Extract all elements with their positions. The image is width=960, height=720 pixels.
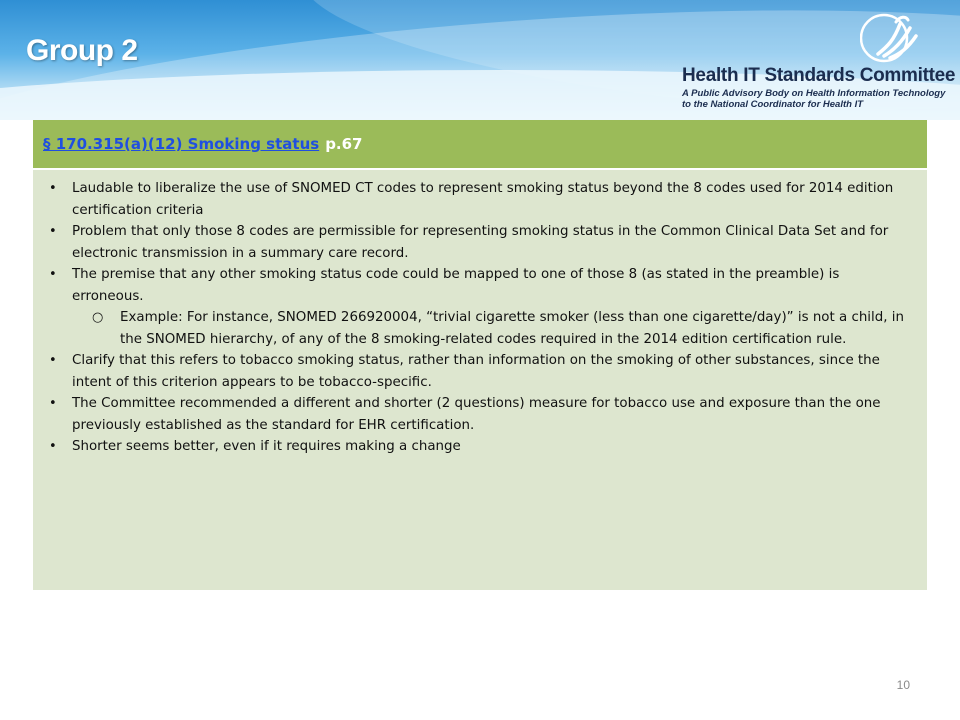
sub-bullet-text: Example: For instance, SNOMED 266920004, “trivial cigarette smoker (less than one cigarette/day)” is not a child, in the SNOMED hierarchy, of any of the 8 smoking-related codes required in the 2014 edition certification rule.: [120, 310, 904, 347]
regulation-link[interactable]: § 170.315(a)(12) Smoking status: [43, 135, 320, 153]
list-item: [33, 178, 913, 221]
bullet-text: Laudable to liberalize the use of SNOMED CT codes to represent smoking status beyond the 8 codes used for 2014 edition certification criteria: [72, 181, 894, 218]
bullet-icon: •: [49, 224, 57, 239]
slide-title: Group 2: [26, 34, 138, 67]
sub-bullet-list: [72, 307, 913, 350]
comments-box: [33, 170, 927, 590]
bullet-text: Clarify that this refers to tobacco smoking status, rather than information on the smoking of other substances, since the intent of this criterion appears to be tobacco-specific.: [72, 353, 880, 390]
bullet-icon: •: [49, 353, 57, 368]
bullet-icon: •: [49, 439, 57, 454]
bullet-text: The premise that any other smoking status code could be mapped to one of those 8 (as stated in the preamble) is erroneous.: [72, 267, 840, 304]
list-item: [33, 350, 913, 393]
list-item: [33, 436, 913, 458]
bullet-list: [33, 178, 913, 458]
committee-subtitle: [682, 88, 952, 110]
committee-subtitle-line: A Public Advisory Body on Health Information Technology: [682, 88, 946, 99]
bullet-icon: •: [49, 267, 57, 282]
bullet-text: Shorter seems better, even if it requires making a change: [72, 439, 461, 454]
sub-list-item: [72, 307, 913, 350]
page-number: 10: [896, 678, 910, 692]
bullet-text: The Committee recommended a different and shorter (2 questions) measure for tobacco use and exposure than the one previously established as the standard for EHR certification.: [72, 396, 881, 433]
list-item: [33, 221, 913, 264]
list-item: [33, 393, 913, 436]
page-reference: p.67: [325, 135, 363, 153]
section-header-bar: [33, 120, 927, 168]
bullet-icon: •: [49, 396, 57, 411]
list-item: [33, 264, 913, 350]
circle-bullet-icon: ○: [92, 310, 104, 325]
bullet-icon: •: [49, 181, 57, 196]
bullet-text: Problem that only those 8 codes are permissible for representing smoking status in the Common Clinical Data Set and for electronic transmission in a summary care record.: [72, 224, 889, 261]
header-banner: [0, 0, 960, 120]
committee-subtitle-line: to the National Coordinator for Health IT: [682, 99, 864, 110]
committee-name: Health IT Standards Committee: [682, 65, 956, 86]
hhs-eagle-icon: [860, 10, 920, 66]
